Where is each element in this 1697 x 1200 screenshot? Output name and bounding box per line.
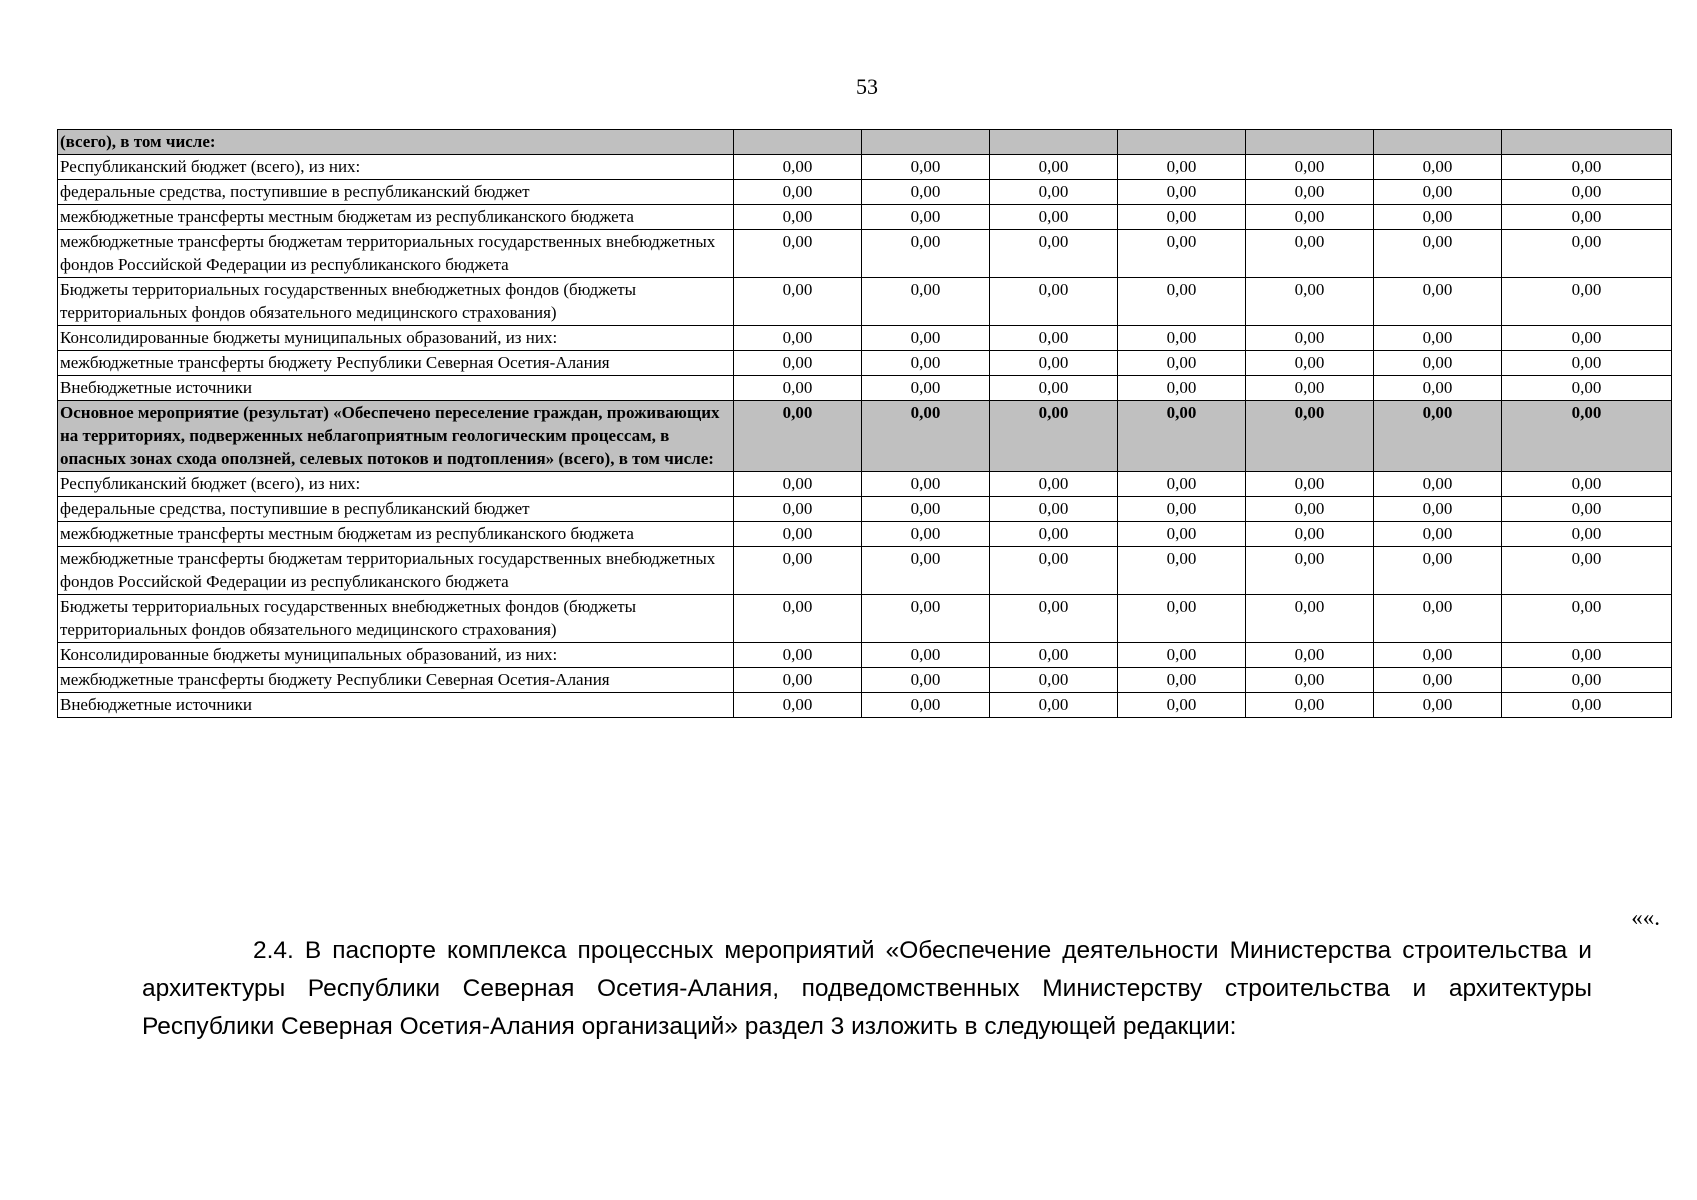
value-cell: 0,00 [1118, 595, 1246, 643]
value-cell: 0,00 [862, 278, 990, 326]
value-cell: 0,00 [1118, 693, 1246, 718]
table-row [58, 668, 1672, 693]
page-number: 53 [856, 74, 878, 99]
value-cell: 0,00 [1118, 547, 1246, 595]
value-cell: 0,00 [990, 497, 1118, 522]
value-cell: 0,00 [1502, 472, 1672, 497]
value-cell: 0,00 [1502, 351, 1672, 376]
value-cell: 0,00 [1374, 401, 1502, 472]
value-cell: 0,00 [734, 326, 862, 351]
value-cell: 0,00 [734, 351, 862, 376]
value-cell: 0,00 [1502, 205, 1672, 230]
value-cell: 0,00 [1118, 205, 1246, 230]
row-label: Консолидированные бюджеты муниципальных образований, из них: [58, 643, 734, 668]
table-row [58, 376, 1672, 401]
row-label: Республиканский бюджет (всего), из них: [58, 472, 734, 497]
value-cell: 0,00 [1246, 547, 1374, 595]
value-cell: 0,00 [862, 376, 990, 401]
value-cell: 0,00 [734, 205, 862, 230]
value-cell: 0,00 [990, 643, 1118, 668]
value-cell: 0,00 [1374, 326, 1502, 351]
value-cell: 0,00 [1246, 497, 1374, 522]
value-cell: 0,00 [1502, 595, 1672, 643]
value-cell: 0,00 [1118, 376, 1246, 401]
value-cell: 0,00 [1374, 155, 1502, 180]
value-cell: 0,00 [990, 205, 1118, 230]
row-label: Основное мероприятие (результат) «Обеспечено переселение граждан, проживающих на территориях, подверженных неблагоприятным геологическим процессам, в опасных зонах схода оползней, селевых потоков и подтопления» (всего), в том числе: [58, 401, 734, 472]
row-label: (всего), в том числе: [58, 130, 734, 155]
row-label: федеральные средства, поступившие в республиканский бюджет [58, 180, 734, 205]
table-row [58, 497, 1672, 522]
value-cell: 0,00 [734, 547, 862, 595]
value-cell: 0,00 [862, 547, 990, 595]
table-row [58, 230, 1672, 278]
value-cell: 0,00 [1246, 668, 1374, 693]
value-cell: 0,00 [1246, 326, 1374, 351]
value-cell: 0,00 [1374, 376, 1502, 401]
value-cell: 0,00 [990, 693, 1118, 718]
value-cell: 0,00 [1502, 180, 1672, 205]
value-cell: 0,00 [1374, 693, 1502, 718]
table-row [58, 351, 1672, 376]
row-label: межбюджетные трансферты бюджетам территориальных государственных внебюджетных фондов Российской Федерации из республиканского бюджета [58, 230, 734, 278]
value-cell: 0,00 [1118, 497, 1246, 522]
value-cell: 0,00 [1118, 643, 1246, 668]
table-row [58, 595, 1672, 643]
value-cell: 0,00 [862, 155, 990, 180]
value-cell: 0,00 [734, 401, 862, 472]
value-cell [734, 130, 862, 155]
value-cell: 0,00 [862, 522, 990, 547]
row-label: Консолидированные бюджеты муниципальных образований, из них: [58, 326, 734, 351]
value-cell: 0,00 [1246, 693, 1374, 718]
table-row [58, 522, 1672, 547]
value-cell: 0,00 [990, 401, 1118, 472]
table-row [58, 693, 1672, 718]
value-cell: 0,00 [1502, 401, 1672, 472]
row-label: Бюджеты территориальных государственных внебюджетных фондов (бюджеты территориальных фондов обязательного медицинского страхования) [58, 595, 734, 643]
row-label: межбюджетные трансферты бюджету Республики Северная Осетия-Алания [58, 668, 734, 693]
value-cell: 0,00 [734, 643, 862, 668]
value-cell: 0,00 [1374, 230, 1502, 278]
value-cell: 0,00 [1246, 376, 1374, 401]
value-cell: 0,00 [734, 472, 862, 497]
closing-quote: ««. [1631, 905, 1660, 930]
value-cell: 0,00 [1118, 522, 1246, 547]
row-label: Республиканский бюджет (всего), из них: [58, 155, 734, 180]
table-row [58, 155, 1672, 180]
table-row [58, 547, 1672, 595]
value-cell [862, 130, 990, 155]
table-body [58, 130, 1672, 718]
value-cell: 0,00 [1374, 180, 1502, 205]
value-cell: 0,00 [990, 547, 1118, 595]
value-cell: 0,00 [862, 326, 990, 351]
row-label: межбюджетные трансферты бюджету Республики Северная Осетия-Алания [58, 351, 734, 376]
value-cell: 0,00 [1246, 595, 1374, 643]
value-cell: 0,00 [862, 497, 990, 522]
value-cell [1246, 130, 1374, 155]
value-cell: 0,00 [1502, 326, 1672, 351]
value-cell: 0,00 [734, 155, 862, 180]
value-cell: 0,00 [1374, 472, 1502, 497]
value-cell: 0,00 [990, 230, 1118, 278]
table-row [58, 472, 1672, 497]
value-cell: 0,00 [862, 230, 990, 278]
value-cell: 0,00 [734, 278, 862, 326]
value-cell: 0,00 [1502, 278, 1672, 326]
value-cell: 0,00 [990, 595, 1118, 643]
value-cell [1502, 130, 1672, 155]
value-cell: 0,00 [734, 180, 862, 205]
row-label: Внебюджетные источники [58, 376, 734, 401]
row-label: Внебюджетные источники [58, 693, 734, 718]
value-cell: 0,00 [862, 643, 990, 668]
value-cell: 0,00 [1246, 472, 1374, 497]
value-cell: 0,00 [862, 351, 990, 376]
table-row [58, 401, 1672, 472]
value-cell: 0,00 [1118, 326, 1246, 351]
value-cell [990, 130, 1118, 155]
value-cell: 0,00 [1374, 497, 1502, 522]
value-cell: 0,00 [1374, 595, 1502, 643]
value-cell: 0,00 [990, 472, 1118, 497]
value-cell: 0,00 [1374, 351, 1502, 376]
value-cell: 0,00 [1118, 278, 1246, 326]
value-cell: 0,00 [1502, 547, 1672, 595]
value-cell: 0,00 [1118, 668, 1246, 693]
value-cell: 0,00 [1118, 472, 1246, 497]
value-cell: 0,00 [1502, 693, 1672, 718]
value-cell: 0,00 [734, 693, 862, 718]
value-cell: 0,00 [1374, 668, 1502, 693]
value-cell: 0,00 [990, 278, 1118, 326]
value-cell: 0,00 [990, 155, 1118, 180]
value-cell: 0,00 [1118, 180, 1246, 205]
row-label: межбюджетные трансферты местным бюджетам из республиканского бюджета [58, 205, 734, 230]
value-cell: 0,00 [1246, 205, 1374, 230]
value-cell: 0,00 [1246, 522, 1374, 547]
value-cell: 0,00 [990, 668, 1118, 693]
value-cell: 0,00 [1502, 643, 1672, 668]
value-cell: 0,00 [862, 472, 990, 497]
value-cell: 0,00 [862, 401, 990, 472]
row-label: Бюджеты территориальных государственных внебюджетных фондов (бюджеты территориальных фондов обязательного медицинского страхования) [58, 278, 734, 326]
table-row [58, 205, 1672, 230]
value-cell: 0,00 [1246, 155, 1374, 180]
value-cell: 0,00 [1246, 180, 1374, 205]
value-cell: 0,00 [862, 693, 990, 718]
table-row [58, 180, 1672, 205]
value-cell: 0,00 [1246, 401, 1374, 472]
value-cell: 0,00 [734, 376, 862, 401]
value-cell: 0,00 [1502, 522, 1672, 547]
value-cell: 0,00 [1502, 376, 1672, 401]
row-label: федеральные средства, поступившие в республиканский бюджет [58, 497, 734, 522]
table-row [58, 278, 1672, 326]
row-label: межбюджетные трансферты бюджетам территориальных государственных внебюджетных фондов Российской Федерации из республиканского бюджета [58, 547, 734, 595]
value-cell: 0,00 [990, 376, 1118, 401]
value-cell: 0,00 [862, 205, 990, 230]
value-cell: 0,00 [734, 668, 862, 693]
budget-table [57, 129, 1672, 718]
value-cell [1374, 130, 1502, 155]
value-cell: 0,00 [1118, 401, 1246, 472]
value-cell: 0,00 [1118, 230, 1246, 278]
table-row [58, 326, 1672, 351]
value-cell: 0,00 [1246, 643, 1374, 668]
value-cell: 0,00 [1374, 278, 1502, 326]
value-cell: 0,00 [1502, 155, 1672, 180]
value-cell: 0,00 [990, 326, 1118, 351]
value-cell: 0,00 [1246, 230, 1374, 278]
value-cell: 0,00 [734, 497, 862, 522]
value-cell: 0,00 [1246, 278, 1374, 326]
value-cell: 0,00 [1374, 547, 1502, 595]
value-cell: 0,00 [1502, 668, 1672, 693]
value-cell: 0,00 [862, 595, 990, 643]
value-cell: 0,00 [1374, 205, 1502, 230]
value-cell: 0,00 [862, 668, 990, 693]
value-cell: 0,00 [1118, 155, 1246, 180]
value-cell: 0,00 [1118, 351, 1246, 376]
value-cell: 0,00 [1374, 643, 1502, 668]
value-cell: 0,00 [990, 180, 1118, 205]
row-label: межбюджетные трансферты местным бюджетам из республиканского бюджета [58, 522, 734, 547]
value-cell: 0,00 [1374, 522, 1502, 547]
value-cell [1118, 130, 1246, 155]
amendment-paragraph: 2.4. В паспорте комплекса процессных мероприятий «Обеспечение деятельности Министерства строительства и архитектуры Республики Северная Осетия-Алания, подведомственных Министерству строительства и архитектуры Республики Северная Осетия-Алания организаций» раздел 3 изложить в следующей редакции: [142, 937, 1592, 1040]
value-cell: 0,00 [734, 595, 862, 643]
value-cell: 0,00 [1502, 497, 1672, 522]
value-cell: 0,00 [990, 351, 1118, 376]
value-cell: 0,00 [990, 522, 1118, 547]
value-cell: 0,00 [862, 180, 990, 205]
value-cell: 0,00 [734, 230, 862, 278]
table-row [58, 130, 1672, 155]
value-cell: 0,00 [1246, 351, 1374, 376]
table-row [58, 643, 1672, 668]
value-cell: 0,00 [734, 522, 862, 547]
value-cell: 0,00 [1502, 230, 1672, 278]
